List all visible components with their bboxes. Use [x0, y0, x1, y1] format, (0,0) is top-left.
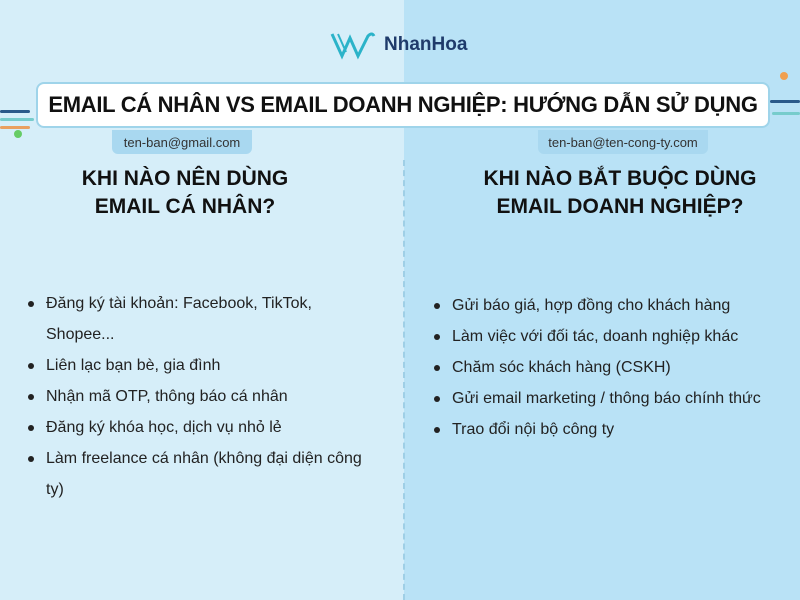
list-item: Làm việc với đối tác, doanh nghiệp khác — [430, 321, 775, 352]
personal-email-label: ten-ban@gmail.com — [112, 130, 252, 154]
list-item: Liên lạc bạn bè, gia đình — [24, 350, 374, 381]
left-heading — [40, 165, 330, 221]
right-heading-line2: EMAIL DOANH NGHIỆP? — [496, 195, 744, 218]
list-item: Gửi email marketing / thông báo chính thức — [430, 383, 775, 414]
list-item: Đăng ký tài khoản: Facebook, TikTok, Shopee... — [24, 288, 374, 350]
title-banner — [36, 82, 770, 128]
business-email-label: ten-ban@ten-cong-ty.com — [538, 130, 708, 154]
left-heading-line2: EMAIL CÁ NHÂN? — [94, 195, 276, 218]
divider — [403, 160, 405, 600]
right-heading-line1: KHI NÀO BẮT BUỘC DÙNG — [483, 167, 757, 190]
list-item: Làm freelance cá nhân (không đại diện công ty) — [24, 443, 374, 505]
brand-name: NhanHoa — [384, 34, 468, 55]
logo — [330, 30, 467, 60]
list-item: Trao đổi nội bộ công ty — [430, 414, 775, 445]
personal-use-list — [24, 288, 374, 505]
list-item: Đăng ký khóa học, dịch vụ nhỏ lẻ — [24, 412, 374, 443]
page-title: EMAIL CÁ NHÂN VS EMAIL DOANH NGHIỆP: HƯỚNG DẪN SỬ DỤNG — [48, 92, 758, 117]
business-use-list — [430, 290, 775, 445]
list-item: Chăm sóc khách hàng (CSKH) — [430, 352, 775, 383]
list-item: Nhận mã OTP, thông báo cá nhân — [24, 381, 374, 412]
nhanhoa-logo-icon — [330, 30, 376, 60]
right-heading — [460, 165, 780, 221]
left-heading-line1: KHI NÀO NÊN DÙNG — [81, 167, 289, 190]
list-item: Gửi báo giá, hợp đồng cho khách hàng — [430, 290, 775, 321]
